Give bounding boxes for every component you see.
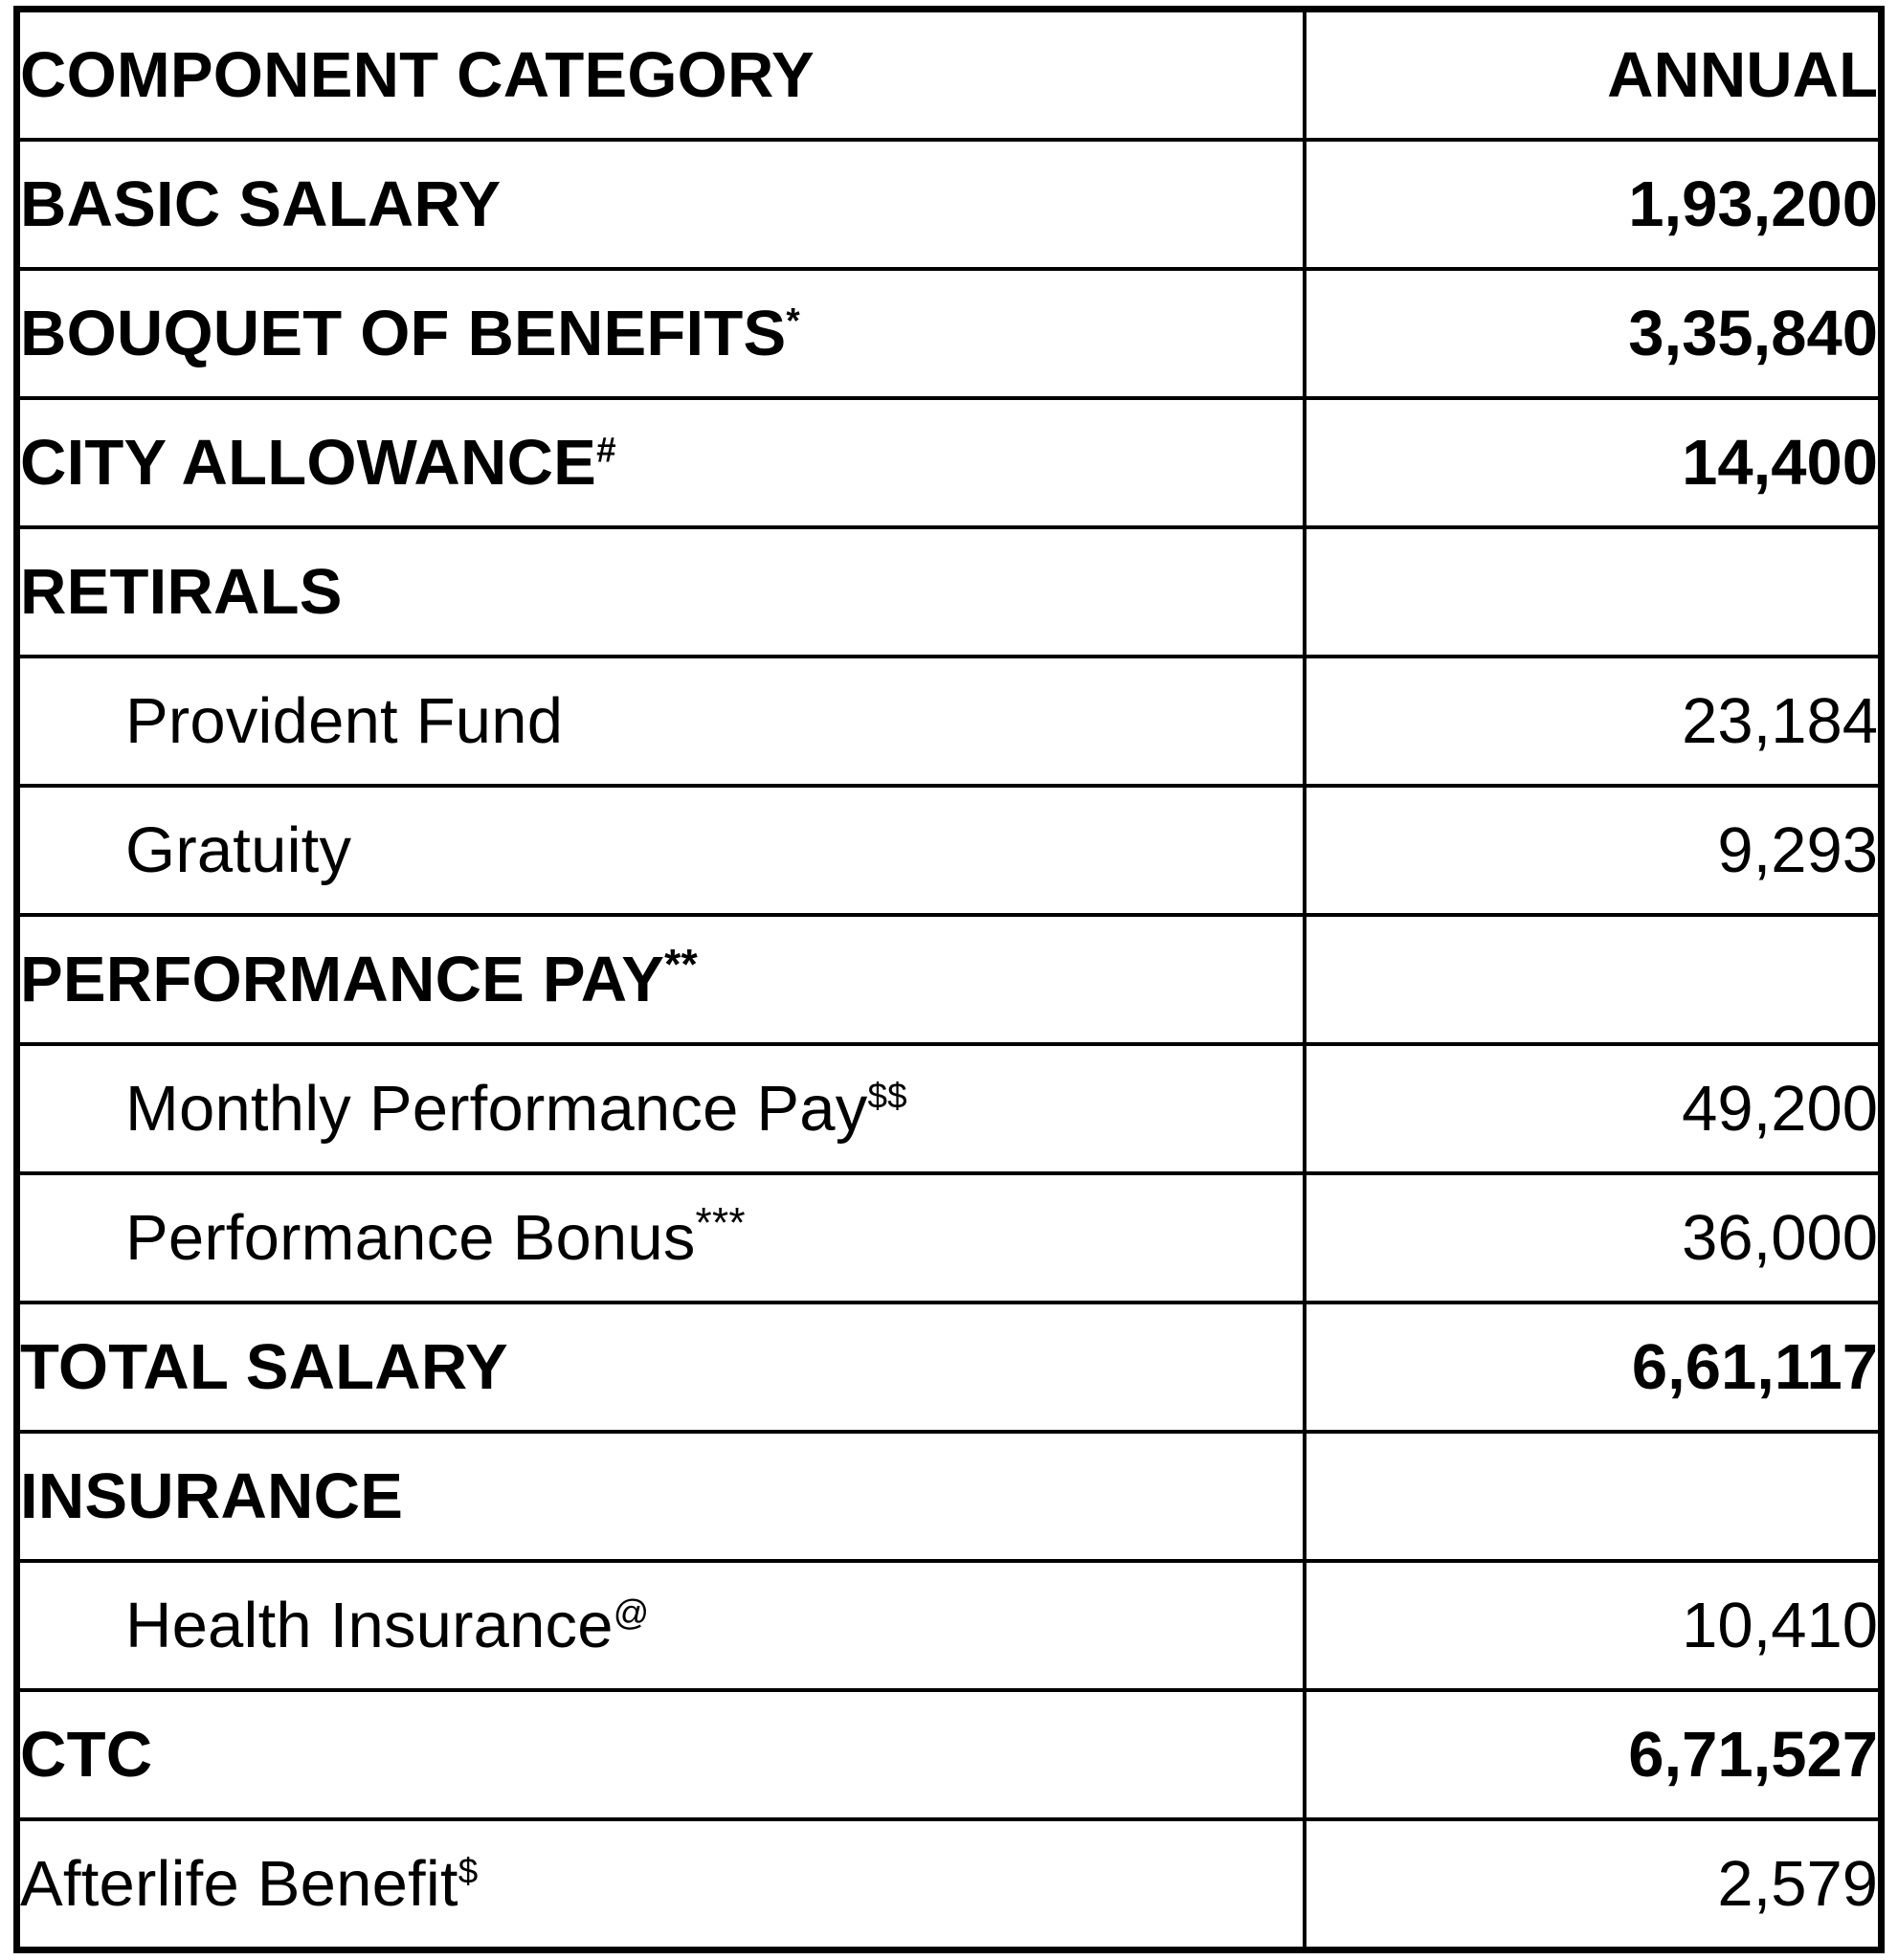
row-value-afterlife-benefit: 2,579 [1305,1819,1882,1950]
row-label-performance-pay [17,915,1305,1044]
label-text: Health Insurance [125,1590,614,1661]
row-label-ctc [17,1690,1305,1819]
row-label-health-insurance [17,1561,1305,1690]
footnote-marker: # [596,430,616,470]
table-row [17,398,1882,527]
row-value-bouquet-of-benefits: 3,35,840 [1305,269,1882,398]
footnote-marker: ** [664,941,698,989]
table-row [17,140,1882,269]
row-value-city-allowance: 14,400 [1305,398,1882,527]
label-text: RETIRALS [20,556,343,628]
row-label-bouquet-of-benefits [17,269,1305,398]
table-row [17,915,1882,1044]
table-row [17,786,1882,915]
row-label-afterlife-benefit [17,1819,1305,1950]
label-text: TOTAL SALARY [20,1331,508,1403]
label-text: Gratuity [125,814,352,886]
footnote-marker: $ [458,1851,479,1891]
row-label-insurance [17,1432,1305,1561]
footnote-marker: $$ [867,1076,907,1116]
row-value-performance-pay [1305,915,1882,1044]
label-text: BOUQUET OF BENEFITS [20,298,787,369]
table-row [17,1044,1882,1173]
label-text: BASIC SALARY [20,168,502,240]
row-label-performance-bonus [17,1173,1305,1303]
row-label-gratuity [17,786,1305,915]
row-label-basic-salary [17,140,1305,269]
row-label-provident-fund [17,657,1305,786]
row-label-monthly-performance-pay [17,1044,1305,1173]
ctc-breakup-table [13,6,1885,1953]
footnote-marker: *** [695,1199,746,1247]
label-text: Monthly Performance Pay [125,1073,868,1145]
label-text: Provident Fund [125,685,564,757]
table-row-total-salary [17,1303,1882,1432]
row-value-insurance [1305,1432,1882,1561]
row-value-total-salary: 6,61,117 [1305,1303,1882,1432]
table-row [17,1561,1882,1690]
table-row [17,1432,1882,1561]
table-header-row [17,10,1882,141]
row-label-city-allowance [17,398,1305,527]
row-value-ctc: 6,71,527 [1305,1690,1882,1819]
row-value-performance-bonus: 36,000 [1305,1173,1882,1303]
label-text: Afterlife Benefit [20,1848,458,1920]
row-value-monthly-performance-pay: 49,200 [1305,1044,1882,1173]
label-text: INSURANCE [20,1460,404,1532]
footnote-marker: @ [613,1592,650,1633]
label-text: Performance Bonus [125,1202,696,1274]
table-body [17,10,1882,1950]
footnote-marker: * [786,301,800,341]
row-label-total-salary [17,1303,1305,1432]
row-value-provident-fund: 23,184 [1305,657,1882,786]
table-row [17,657,1882,786]
row-label-retirals [17,527,1305,657]
row-value-retirals [1305,527,1882,657]
label-text: CTC [20,1719,153,1791]
header-component-category: COMPONENT CATEGORY [17,10,1305,141]
row-value-basic-salary: 1,93,200 [1305,140,1882,269]
header-annual: ANNUAL [1305,10,1882,141]
table-row [17,269,1882,398]
row-value-gratuity: 9,293 [1305,786,1882,915]
table-row [17,1819,1882,1950]
label-text: PERFORMANCE PAY [20,944,665,1015]
table-row [17,1173,1882,1303]
table-row-ctc [17,1690,1882,1819]
label-text: CITY ALLOWANCE [20,427,597,499]
row-value-health-insurance: 10,410 [1305,1561,1882,1690]
table-row [17,527,1882,657]
